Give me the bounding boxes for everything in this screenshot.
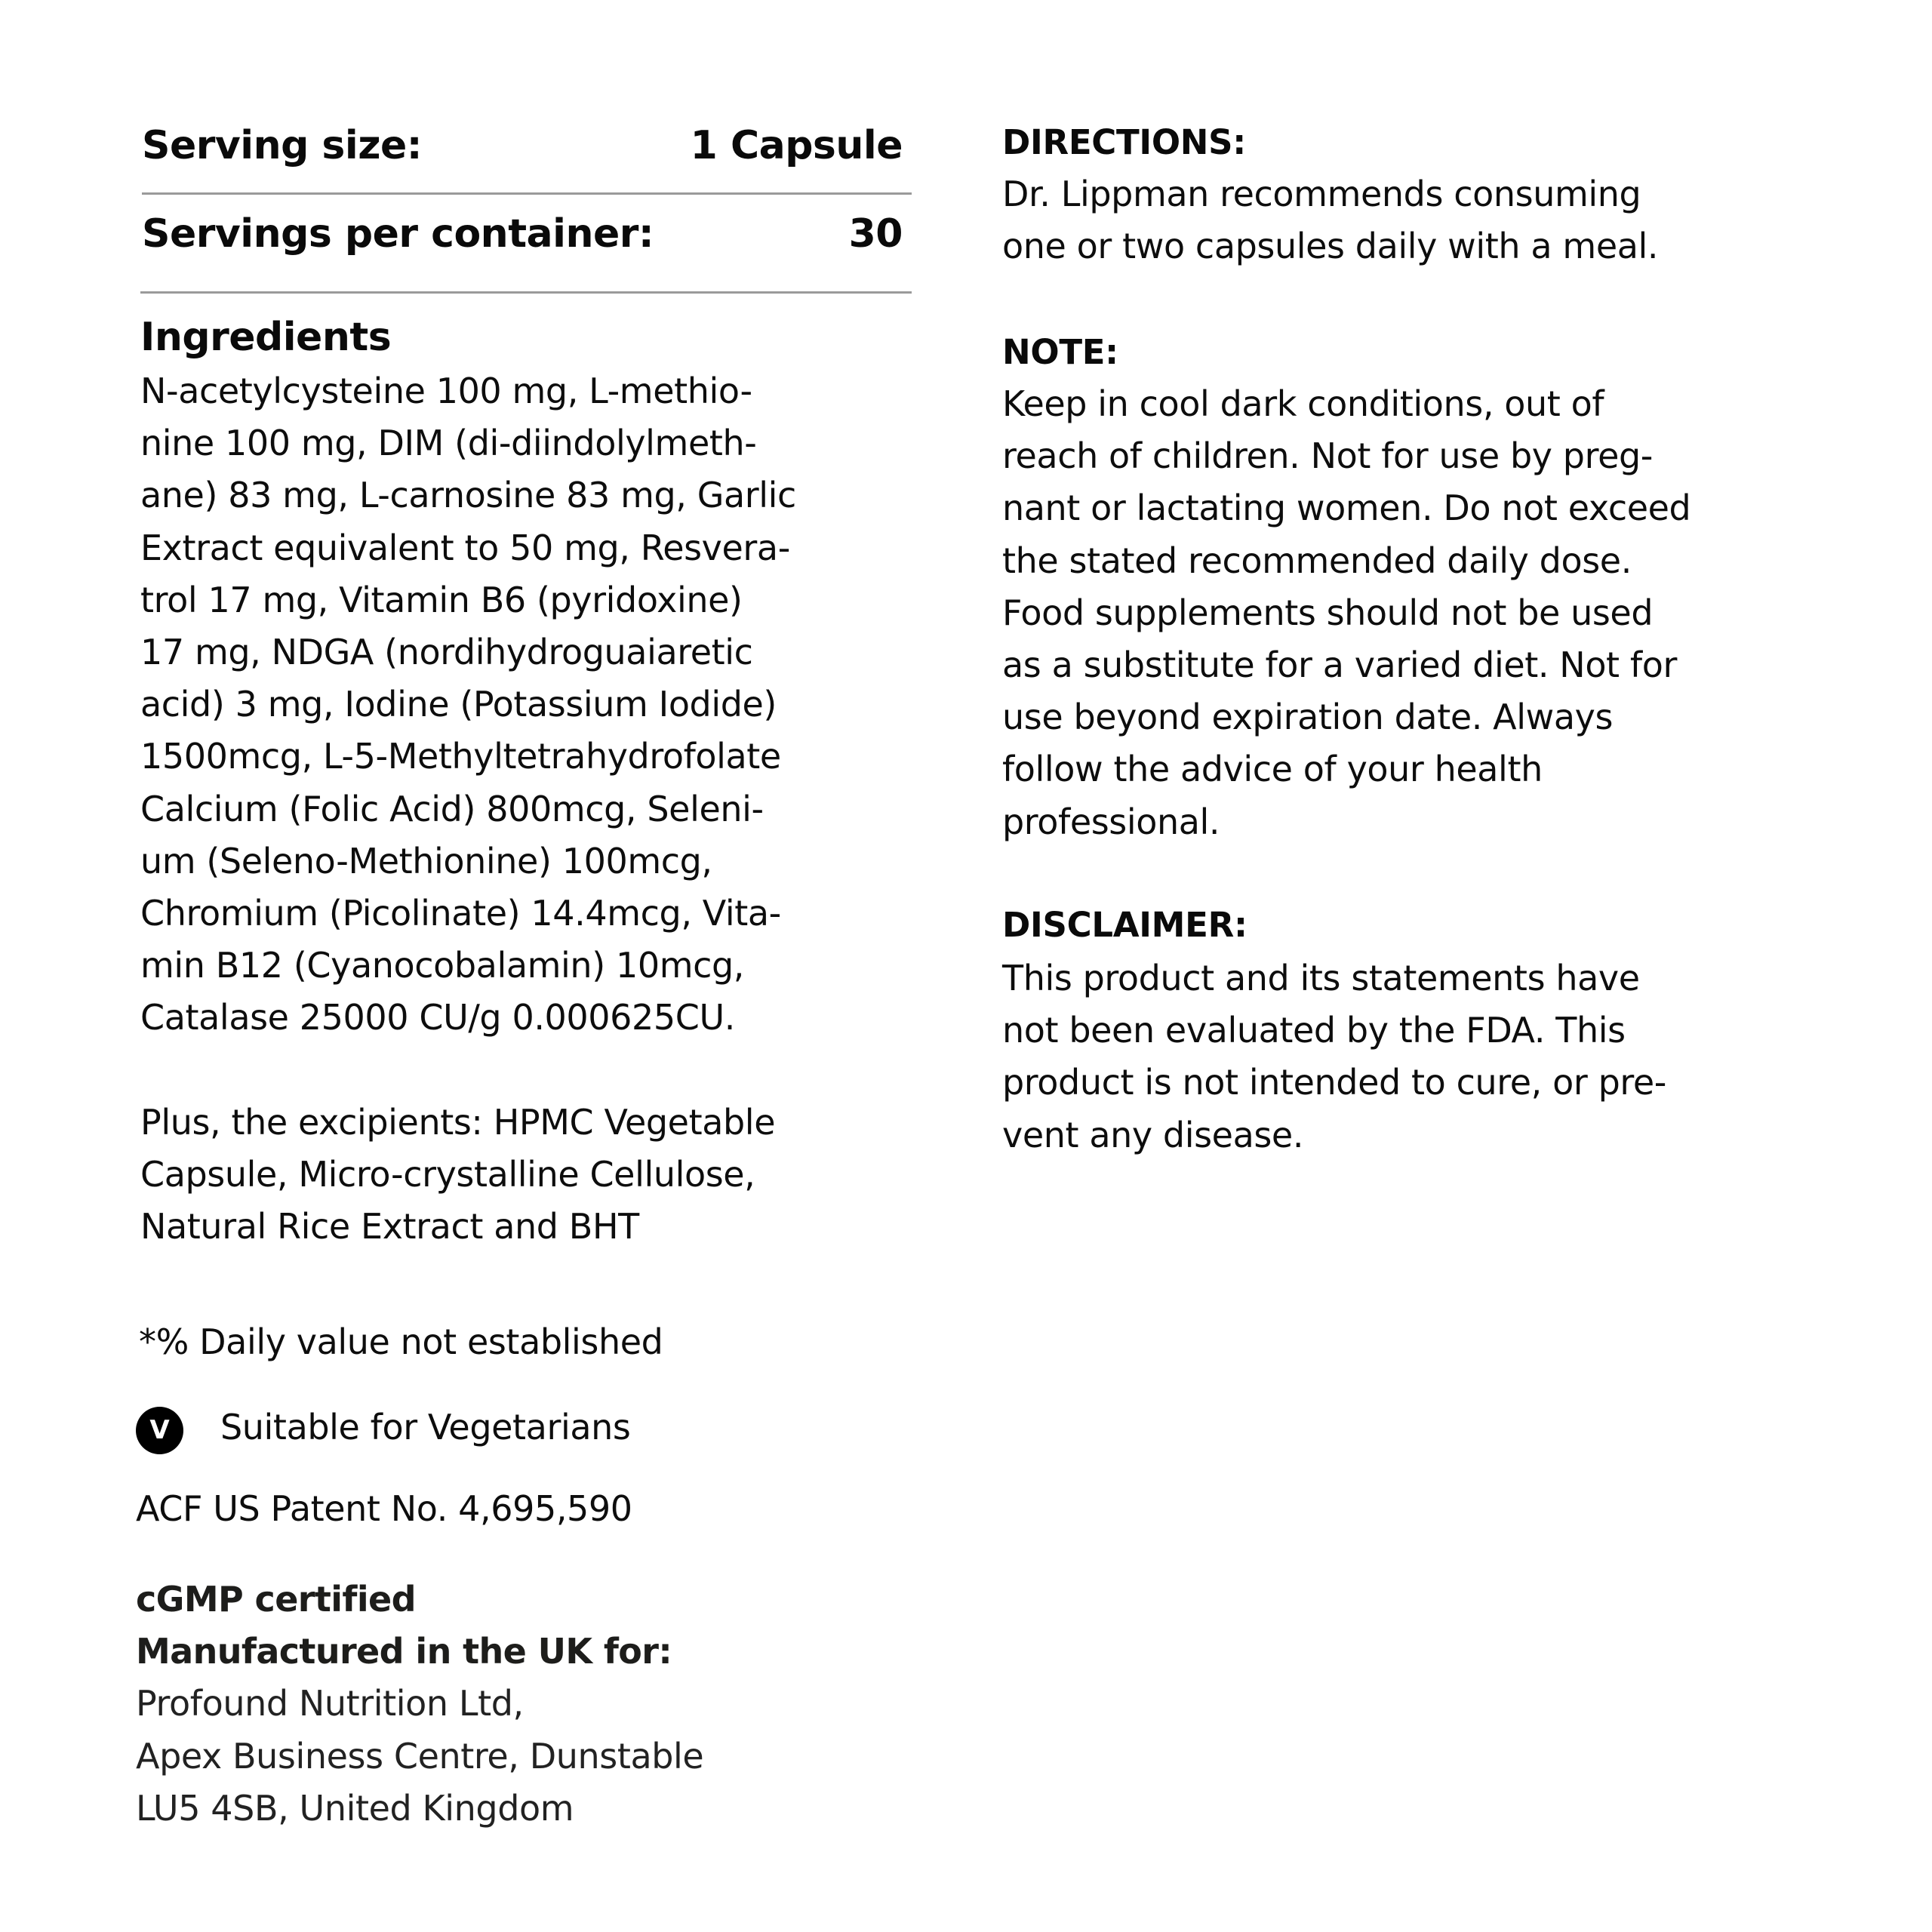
daily-value-footnote: *% Daily value not established: [139, 1321, 663, 1362]
ingredients-line: nine 100 mg, DIM (di-diindolylmeth-: [140, 423, 757, 464]
ingredients-line: ane) 83 mg, L-carnosine 83 mg, Garlic: [140, 475, 796, 516]
note-line: reach of children. Not for use by preg-: [1002, 435, 1653, 477]
directions-title: DIRECTIONS:: [1002, 122, 1246, 162]
directions-line: one or two capsules daily with a meal.: [1002, 226, 1659, 267]
ingredients-line: um (Seleno-Methionine) 100mcg,: [140, 840, 712, 881]
ingredients-line: acid) 3 mg, Iodine (Potassium Iodide): [140, 684, 777, 725]
divider: [140, 291, 912, 294]
note-line: Food supplements should not be used: [1002, 592, 1654, 633]
disclaimer-title: DISCLAIMER:: [1002, 905, 1247, 945]
disclaimer-line: vent any disease.: [1002, 1114, 1304, 1155]
address-line: Apex Business Centre, Dunstable: [136, 1735, 704, 1777]
note-line: the stated recommended daily dose.: [1002, 540, 1632, 581]
vegetarian-label: Suitable for Vegetarians: [220, 1407, 631, 1447]
serving-size-value: 1 Capsule: [690, 123, 903, 168]
note-line: use beyond expiration date. Always: [1002, 697, 1614, 738]
divider: [142, 192, 912, 195]
disclaimer-line: not been evaluated by the FDA. This: [1002, 1010, 1626, 1051]
disclaimer-text: [1002, 952, 1666, 1161]
excipients-line: Plus, the excipients: HPMC Vegetable: [140, 1102, 776, 1143]
manufactured-in-heading: Manufactured in the UK for:: [136, 1631, 672, 1672]
ingredients-line: min B12 (Cyanocobalamin) 10mcg,: [140, 945, 745, 986]
note-line: nant or lactating women. Do not exceed: [1002, 488, 1691, 529]
servings-per-container-label: Servings per container:: [142, 211, 654, 257]
excipients-text: [140, 1097, 775, 1254]
note-line: professional.: [1002, 801, 1220, 842]
ingredients-line: 17 mg, NDGA (nordihydroguaiaretic: [140, 631, 753, 672]
ingredients-line: Calcium (Folic Acid) 800mcg, Seleni-: [140, 788, 764, 829]
disclaimer-line: product is not intended to cure, or pre-: [1002, 1062, 1666, 1103]
ingredients-line: N-acetylcysteine 100 mg, L-methio-: [140, 371, 752, 411]
excipients-line: Natural Rice Extract and BHT: [140, 1206, 639, 1247]
ingredients-line: 1500mcg, L-5-Methyltetrahydrofolate: [140, 736, 781, 777]
directions-line: Dr. Lippman recommends consuming: [1002, 174, 1641, 214]
patent-number: ACF US Patent No. 4,695,590: [136, 1488, 632, 1529]
ingredients-line: Catalase 25000 CU/g 0.000625CU.: [140, 997, 735, 1038]
ingredients-list: [140, 365, 796, 1044]
address-line: LU5 4SB, United Kingdom: [136, 1788, 574, 1829]
address-line: Profound Nutrition Ltd,: [136, 1683, 524, 1724]
ingredients-line: Extract equivalent to 50 mg, Resvera-: [140, 527, 790, 568]
note-text: [1002, 378, 1690, 848]
servings-per-container-value: 30: [848, 211, 903, 257]
vegetarian-icon: V: [136, 1407, 183, 1454]
ingredients-line: Chromium (Picolinate) 14.4mcg, Vita-: [140, 892, 781, 934]
cgmp-certification: cGMP certified: [136, 1579, 416, 1620]
ingredients-line: trol 17 mg, Vitamin B6 (pyridoxine): [140, 579, 743, 620]
directions-text: [1002, 168, 1658, 272]
note-line: Keep in cool dark conditions, out of: [1002, 383, 1604, 424]
disclaimer-line: This product and its statements have: [1002, 958, 1640, 998]
manufacturer-address: [136, 1678, 703, 1835]
note-line: follow the advice of your health: [1002, 749, 1543, 790]
ingredients-title: Ingredients: [140, 315, 392, 360]
serving-size-label: Serving size:: [142, 123, 423, 168]
note-title: NOTE:: [1002, 332, 1118, 372]
note-line: as a substitute for a varied diet. Not for: [1002, 644, 1677, 685]
excipients-line: Capsule, Micro-crystalline Cellulose,: [140, 1154, 755, 1195]
